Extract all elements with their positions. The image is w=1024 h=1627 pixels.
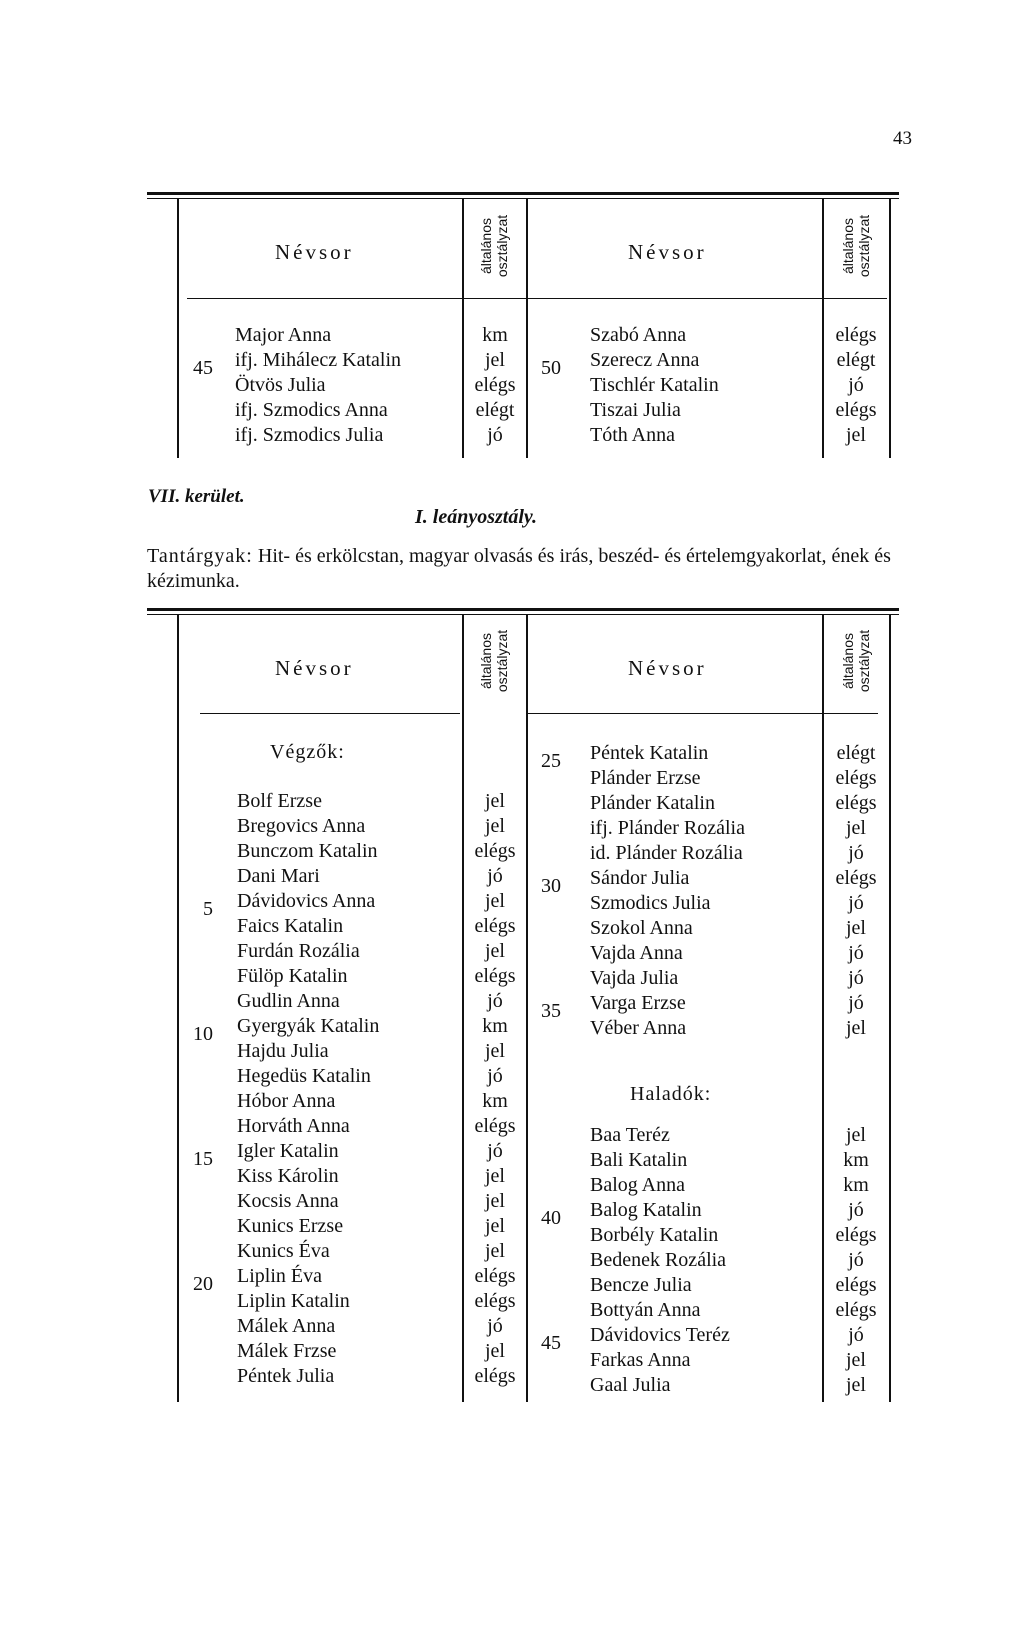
student-name: Sándor Julia <box>590 867 690 889</box>
student-name: Péntek Katalin <box>590 742 709 764</box>
student-name: Péntek Julia <box>237 1365 335 1387</box>
student-grade: jó <box>848 967 864 989</box>
table-1-top-rule <box>147 192 899 195</box>
class-title: I. leányosztály. <box>415 506 538 528</box>
student-name: Bregovics Anna <box>237 815 366 837</box>
table-1-header-rule <box>187 298 887 299</box>
student-grade: km <box>843 1174 869 1196</box>
row-number: 5 <box>203 898 213 920</box>
student-name: Tischlér Katalin <box>590 374 719 396</box>
row-number: 10 <box>193 1023 213 1045</box>
student-grade: jel <box>485 1215 505 1237</box>
student-name: Ötvös Julia <box>235 374 326 396</box>
table-2-header-rule <box>528 713 878 714</box>
student-grade: km <box>482 1090 508 1112</box>
student-name: Bottyán Anna <box>590 1299 701 1321</box>
student-grade: jel <box>485 1040 505 1062</box>
student-name: Balog Anna <box>590 1174 685 1196</box>
section-title-vegzok: Végzők: <box>270 741 345 763</box>
student-grade: jó <box>487 990 503 1012</box>
student-name: Hegedüs Katalin <box>237 1065 371 1087</box>
student-grade: elégs <box>474 1265 516 1287</box>
row-number: 25 <box>541 750 561 772</box>
student-name: Liplin Éva <box>237 1265 322 1287</box>
student-name: Farkas Anna <box>590 1349 691 1371</box>
student-name: Faics Katalin <box>237 915 344 937</box>
student-name: id. Plánder Rozália <box>590 842 743 864</box>
student-grade: elégs <box>474 840 516 862</box>
page-number: 43 <box>893 128 912 149</box>
student-grade: jó <box>848 374 864 396</box>
student-name: Kunics Erzse <box>237 1215 344 1237</box>
table-1-top-rule-thin <box>147 198 899 199</box>
student-grade: jel <box>846 1124 866 1146</box>
student-grade: elégs <box>474 1290 516 1312</box>
student-name: Szerecz Anna <box>590 349 700 371</box>
student-name: Tóth Anna <box>590 424 675 446</box>
student-name: Fülöp Katalin <box>237 965 348 987</box>
student-grade: elégs <box>835 1224 877 1246</box>
student-name: Bali Katalin <box>590 1149 688 1171</box>
table-2-top-rule <box>147 608 899 611</box>
student-grade: jel <box>485 349 505 371</box>
student-grade: jel <box>485 890 505 912</box>
student-name: Gaal Julia <box>590 1374 671 1396</box>
row-number: 30 <box>541 875 561 897</box>
student-grade: elégs <box>835 399 877 421</box>
student-name: Gudlin Anna <box>237 990 340 1012</box>
student-grade: km <box>482 1015 508 1037</box>
table-1-left-border <box>177 198 179 458</box>
student-grade: jó <box>848 992 864 1014</box>
student-grade: elégs <box>835 792 877 814</box>
student-name: Kocsis Anna <box>237 1190 339 1212</box>
student-grade: elégs <box>835 1274 877 1296</box>
student-grade: jel <box>485 1165 505 1187</box>
student-name: Málek Anna <box>237 1315 336 1337</box>
student-grade: elégt <box>836 349 876 371</box>
student-grade: elégs <box>835 324 877 346</box>
student-grade: jó <box>487 865 503 887</box>
student-grade: jel <box>485 790 505 812</box>
student-name: Baa Teréz <box>590 1124 670 1146</box>
district-heading: VII. kerület. <box>148 486 245 507</box>
student-name: Véber Anna <box>590 1017 687 1039</box>
student-grade: km <box>843 1149 869 1171</box>
student-grade: jel <box>846 817 866 839</box>
student-name: Balog Katalin <box>590 1199 702 1221</box>
table-1-right-grade-header: általános osztályzat <box>840 214 872 278</box>
student-grade: jel <box>846 1349 866 1371</box>
student-grade: jel <box>485 1340 505 1362</box>
student-grade: jel <box>846 1374 866 1396</box>
table-1-divider <box>526 198 528 458</box>
row-number: 50 <box>541 357 561 379</box>
student-name: Bunczom Katalin <box>237 840 378 862</box>
student-grade: jel <box>485 1190 505 1212</box>
table-2-top-rule-thin <box>147 614 899 615</box>
subjects-label: Tantárgyak: <box>147 545 253 567</box>
student-grade: jel <box>846 917 866 939</box>
student-grade: jó <box>848 1249 864 1271</box>
student-grade: jel <box>485 815 505 837</box>
student-name: ifj. Szmodics Anna <box>235 399 388 421</box>
student-grade: jó <box>848 1199 864 1221</box>
student-name: Szmodics Julia <box>590 892 711 914</box>
student-name: Málek Frzse <box>237 1340 337 1362</box>
table-1-right-name-header: Névsor <box>628 240 707 264</box>
student-name: Hóbor Anna <box>237 1090 336 1112</box>
student-name: Kiss Károlin <box>237 1165 339 1187</box>
section-title-haladok: Haladók: <box>630 1083 712 1105</box>
student-grade: elégs <box>474 915 516 937</box>
table-1-right-border <box>889 198 891 458</box>
table-2-divider <box>526 614 528 1402</box>
row-number: 45 <box>193 357 213 379</box>
student-name: Major Anna <box>235 324 332 346</box>
table-2-right-grade-header: általános osztályzat <box>840 629 872 693</box>
student-name: Bencze Julia <box>590 1274 692 1296</box>
student-grade: elégs <box>835 767 877 789</box>
student-grade: elégt <box>836 742 876 764</box>
table-1-left-name-header: Névsor <box>275 240 354 264</box>
student-name: ifj. Mihálecz Katalin <box>235 349 402 371</box>
student-grade: jó <box>848 892 864 914</box>
student-grade: jó <box>848 842 864 864</box>
student-name: Vajda Julia <box>590 967 679 989</box>
student-grade: elégs <box>474 965 516 987</box>
subjects-text: Hit- és erkölcstan, magyar olvasás és irás, beszéd- és értelemgyakorlat, ének és kézimunka. <box>147 545 891 592</box>
student-name: Liplin Katalin <box>237 1290 350 1312</box>
student-name: Plánder Katalin <box>590 792 715 814</box>
row-number: 40 <box>541 1207 561 1229</box>
student-grade: km <box>482 324 508 346</box>
student-name: Furdán Rozália <box>237 940 360 962</box>
student-name: Tiszai Julia <box>590 399 681 421</box>
student-grade: elégs <box>474 374 516 396</box>
student-name: Bedenek Rozália <box>590 1249 727 1271</box>
student-grade: jó <box>848 1324 864 1346</box>
table-2-right-name-header: Névsor <box>628 656 707 680</box>
student-grade: elégs <box>835 1299 877 1321</box>
student-grade: jó <box>487 424 503 446</box>
student-name: Dávidovics Anna <box>237 890 376 912</box>
student-name: Kunics Éva <box>237 1240 330 1262</box>
student-grade: elégt <box>475 399 515 421</box>
student-grade: jel <box>485 1240 505 1262</box>
student-name: Dávidovics Teréz <box>590 1324 730 1346</box>
table-2-header-rule <box>200 713 460 714</box>
student-grade: jel <box>485 940 505 962</box>
table-2-left-border <box>177 614 179 1402</box>
student-grade: jel <box>846 424 866 446</box>
student-name: Varga Erzse <box>590 992 686 1014</box>
student-grade: elégs <box>474 1115 516 1137</box>
student-name: Dani Mari <box>237 865 320 887</box>
student-grade: elégs <box>474 1365 516 1387</box>
student-name: ifj. Plánder Rozália <box>590 817 745 839</box>
table-2-right-border <box>889 614 891 1402</box>
student-grade: jó <box>487 1065 503 1087</box>
row-number: 35 <box>541 1000 561 1022</box>
table-2-left-grade-header: általános osztályzat <box>478 629 510 693</box>
row-number: 45 <box>541 1332 561 1354</box>
row-number: 20 <box>193 1273 213 1295</box>
student-name: Szokol Anna <box>590 917 693 939</box>
student-name: Bolf Erzse <box>237 790 322 812</box>
student-name: ifj. Szmodics Julia <box>235 424 384 446</box>
student-name: Borbély Katalin <box>590 1224 719 1246</box>
student-grade: elégs <box>835 867 877 889</box>
student-grade: jel <box>846 1017 866 1039</box>
student-name: Igler Katalin <box>237 1140 339 1162</box>
student-grade: jó <box>848 942 864 964</box>
student-grade: jó <box>487 1315 503 1337</box>
table-2-left-name-header: Névsor <box>275 656 354 680</box>
row-number: 15 <box>193 1148 213 1170</box>
student-name: Plánder Erzse <box>590 767 701 789</box>
subjects-line <box>147 544 902 594</box>
student-grade: jó <box>487 1140 503 1162</box>
student-name: Hajdu Julia <box>237 1040 329 1062</box>
student-name: Szabó Anna <box>590 324 687 346</box>
student-name: Gyergyák Katalin <box>237 1015 380 1037</box>
student-name: Horváth Anna <box>237 1115 350 1137</box>
student-name: Vajda Anna <box>590 942 683 964</box>
table-1-left-grade-header: általános osztályzat <box>478 214 510 278</box>
